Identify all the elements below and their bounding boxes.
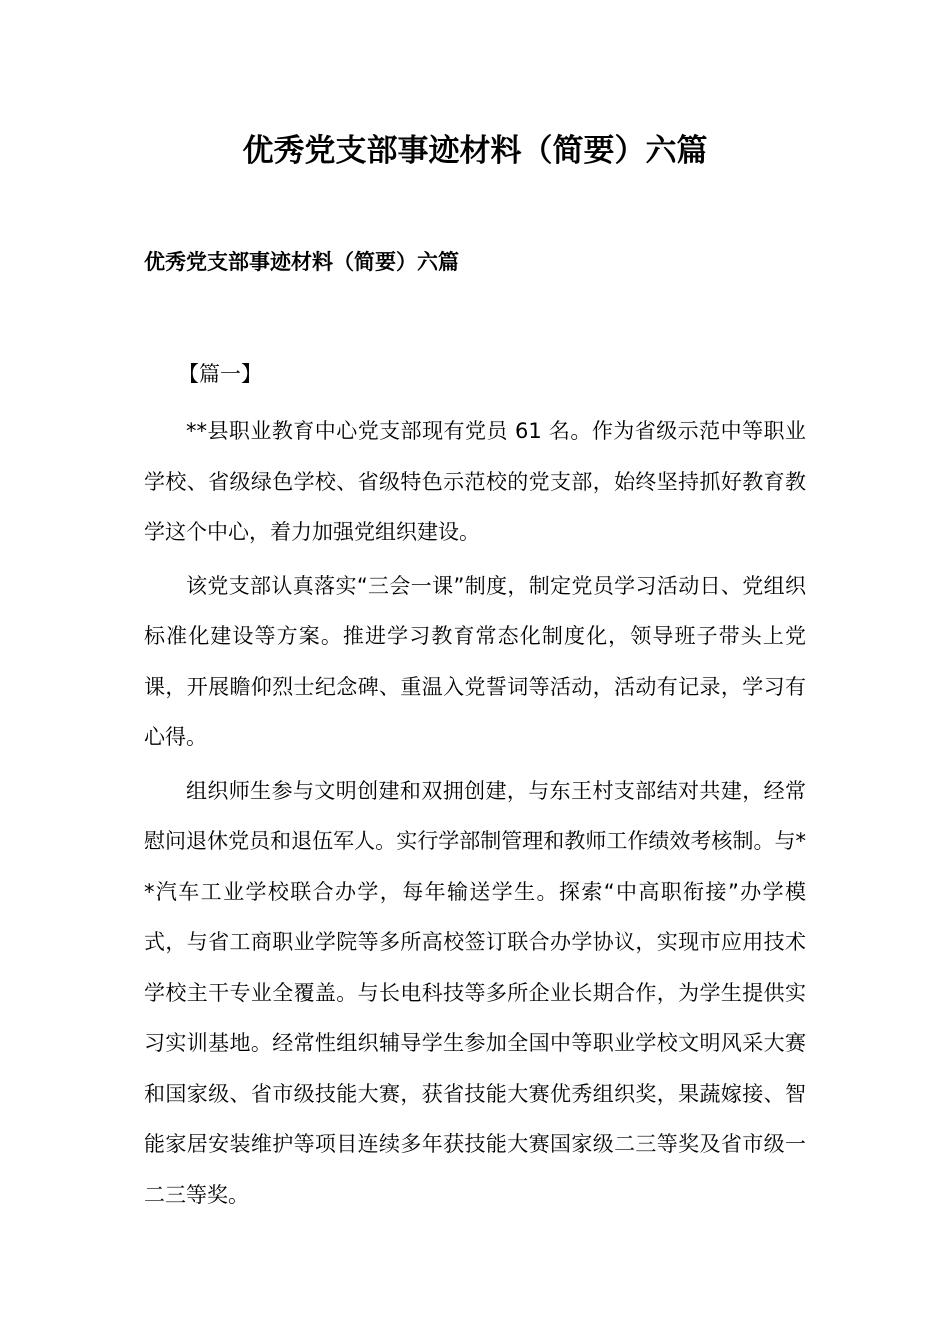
document-subtitle: 优秀党支部事迹材料（简要）六篇: [144, 250, 459, 274]
paragraph-1: **县职业教育中心党支部现有党员 61 名。作为省级示范中等职业学校、省级绿色学校、省级特色示范校的党支部，始终坚持抓好教育教学这个中心，着力加强党组织建设。: [144, 419, 806, 544]
document-body: [144, 406, 806, 1223]
paragraph-2: 该党支部认真落实“三会一课”制度，制定党员学习活动日、党组织标准化建设等方案。推进学习教育常态化制度化，领导班子带头上党课，开展瞻仰烈士纪念碑、重温入党誓词等活动，活动有记录，学习有心得。: [144, 573, 806, 749]
paragraph-3: 组织师生参与文明创建和双拥创建，与东王村支部结对共建，经常慰问退休党员和退伍军人。实行学部制管理和教师工作绩效考核制。与**汽车工业学校联合办学，每年输送学生。探索“中高职衔接”办学模式，与省工商职业学院等多所高校签订联合办学协议，实现市应用技术学校主干专业全覆盖。与长电科技等多所企业长期合作，为学生提供实习实训基地。经常性组织辅导学生参加全国中等职业学校文明风采大赛和国家级、省市级技能大赛，获省技能大赛优秀组织奖，果蔬嫁接、智能家居安装维护等项目连续多年获技能大赛国家级二三等奖及省市级一二三等奖。: [144, 778, 806, 1207]
section-heading: 【篇一】: [178, 362, 262, 386]
document-title: 优秀党支部事迹材料（简要）六篇: [242, 133, 708, 169]
